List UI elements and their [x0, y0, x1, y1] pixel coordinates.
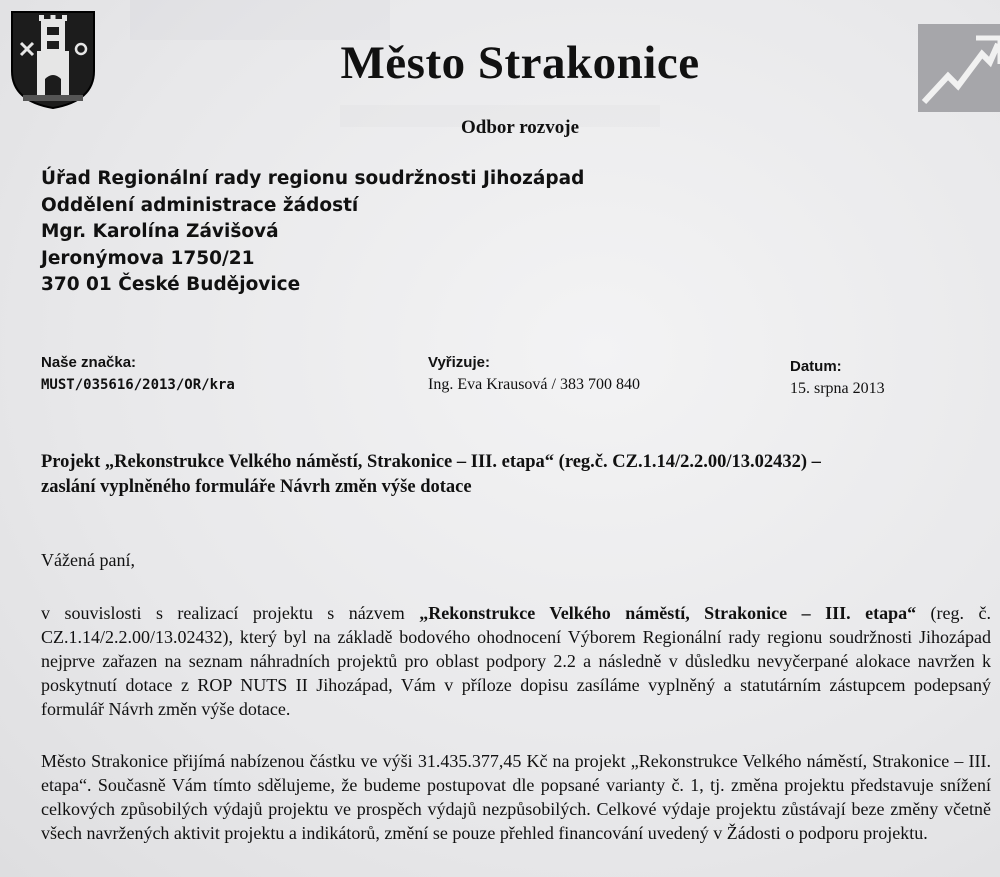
salutation: Vážená paní, [41, 550, 135, 570]
recipient-line: Mgr. Karolína Závišová [41, 221, 279, 242]
recipient-address [41, 166, 584, 299]
date-block [790, 356, 885, 400]
body-paragraph [41, 601, 991, 721]
handler-block [428, 352, 640, 396]
recipient-line: Oddělení administrace žádostí [41, 194, 359, 216]
handler-value: Ing. Eva Krausová / 383 700 840 [428, 376, 640, 393]
our-mark-block [41, 352, 235, 396]
date-label: Datum: [790, 358, 842, 375]
letter-subject [41, 450, 996, 500]
recipient-line: Úřad Regionální rady regionu soudržnosti Jihozápad [41, 168, 585, 189]
subject-line: Projekt „Rekonstrukce Velkého náměstí, Strakonice – III. etapa“ (reg.č. CZ.1.14/2.2.00/13.02432) – [41, 452, 821, 472]
department-name: Odbor rozvoje [460, 117, 580, 138]
our-mark-value: MUST/035616/2013/OR/kra [41, 377, 235, 393]
subject-line: zaslání vyplněného formuláře Návrh změn výše dotace [41, 477, 472, 497]
recipient-line: 370 01 České Budějovice [41, 274, 301, 295]
project-name: „Rekonstrukce Velkého náměstí, Strakonice – III. etapa“ [419, 603, 917, 623]
recipient-line: Jeronýmova 1750/21 [41, 247, 255, 269]
handler-label: Vyřizuje: [428, 354, 490, 371]
show-through-decoration [130, 0, 390, 40]
body-paragraph: Město Strakonice přijímá nabízenou částku ve výši 31.435.377,45 Kč na projekt „Rekonstrukce Velkého náměstí, Strakonice – III. etapa“. Současně Vám tímto sdělujeme, že budeme postupovat dle popsané varianty č. 1, tj. změna projektu představuje snížení celkových způsobilých výdajů projektu ve prospěch výdajů nezpůsobilých. Celkové výdaje projektu zůstávají beze změny včetně všech navržených aktivit projektu a indikátorů, změní se pouze přehled financování uvedený v Žádosti o podporu projektu. [41, 751, 991, 843]
paragraph-text: v souvislosti s realizací projektu s názvem [41, 603, 420, 623]
date-value: 15. srpna 2013 [790, 380, 885, 397]
letterhead-title: Město Strakonice [340, 37, 700, 89]
our-mark-label: Naše značka: [41, 354, 137, 371]
paragraph-text: (reg. č. CZ.1.14/2.2.00/13.02432), který byl na základě bodového ohodnocení Výborem Regionální rady regionu soudržnosti Jihozápad nejprve zařazen na seznam náhradních projektů pro oblast podpory 2.2 a následně v důsledku nevyčerpané alokace navržen k poskytnutí dotace z ROP NUTS II Jihozápad, Vám v příloze dopisu zasíláme vyplněný a statutárním zástupcem podepsaný formulář Návrh změn výše dotace. [41, 603, 991, 719]
